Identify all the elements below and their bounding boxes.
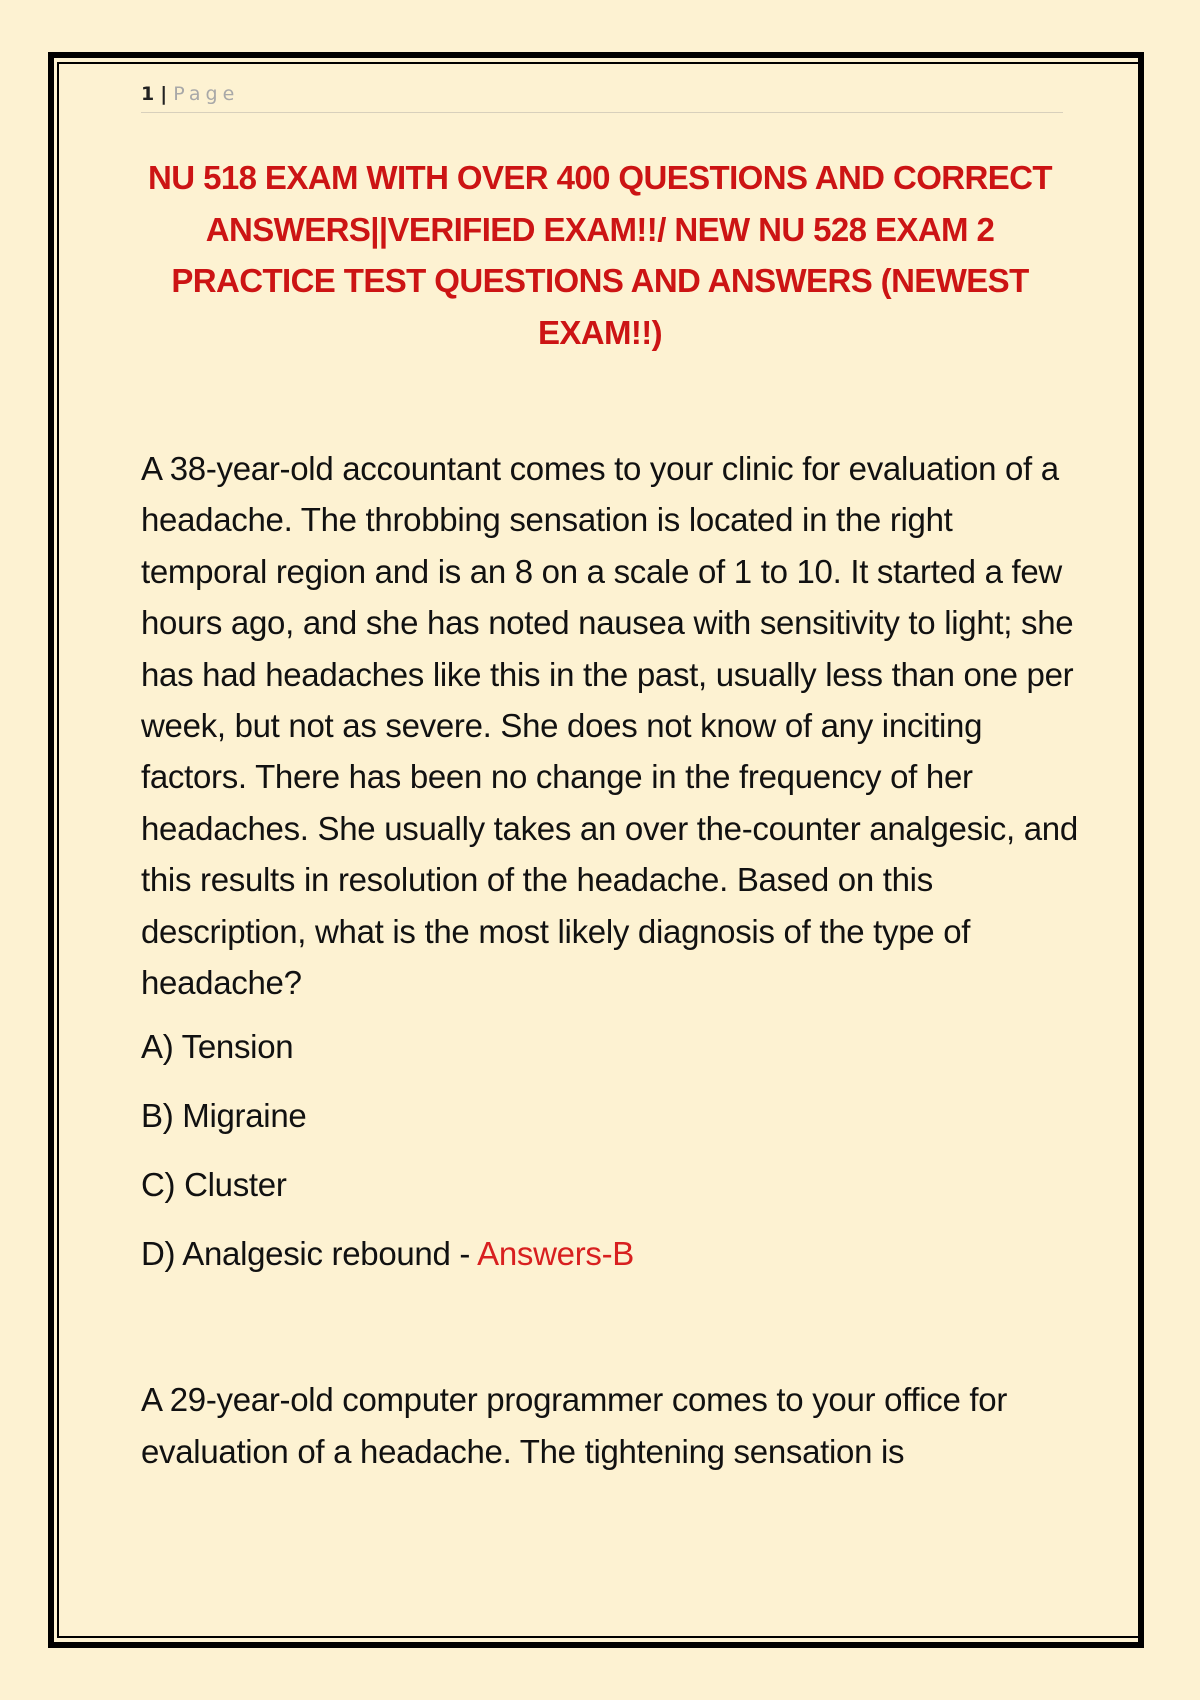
question-1-text: A 38-year-old accountant comes to your clinic for evaluation of a headache. The throbbing sensation is located in the right temporal region and is an 8 on a scale of 1 to 10. It started a few hours ago, and she has noted nausea with sensitivity to light; she has had headaches like this in the past, usually less than one per week, but not as severe. She does not know of any inciting factors. There has been no change in the frequency of her headaches. She usually takes an over the-counter analgesic, and this results in resolution of the headache. Based on this description, what is the most likely diagnosis of the type of headache? bbox=[141, 450, 1078, 1002]
page-header bbox=[141, 80, 1063, 113]
page-separator: | bbox=[160, 83, 168, 105]
page-number: 1 bbox=[141, 83, 155, 105]
document-title: NU 518 EXAM WITH OVER 400 QUESTIONS AND CORRECT ANSWERS||VERIFIED EXAM!!/ NEW NU 528 EXAM 2 PRACTICE TEST QUESTIONS AND ANSWERS (NEWEST EXAM!!) bbox=[148, 159, 1052, 351]
option-c: C) Cluster bbox=[141, 1166, 287, 1204]
page-label: Page bbox=[173, 83, 240, 105]
answer-key: Answers-B bbox=[477, 1235, 634, 1273]
option-b: B) Migraine bbox=[141, 1097, 307, 1135]
option-d-text: D) Analgesic rebound - bbox=[141, 1235, 478, 1273]
option-a: A) Tension bbox=[141, 1028, 294, 1066]
question-2-text: A 29-year-old computer programmer comes to your office for evaluation of a headache. The tightening sensation is bbox=[141, 1381, 1008, 1470]
document-body bbox=[141, 443, 1086, 1510]
option-d bbox=[141, 1234, 1086, 1303]
question-1-options bbox=[141, 1027, 1086, 1303]
